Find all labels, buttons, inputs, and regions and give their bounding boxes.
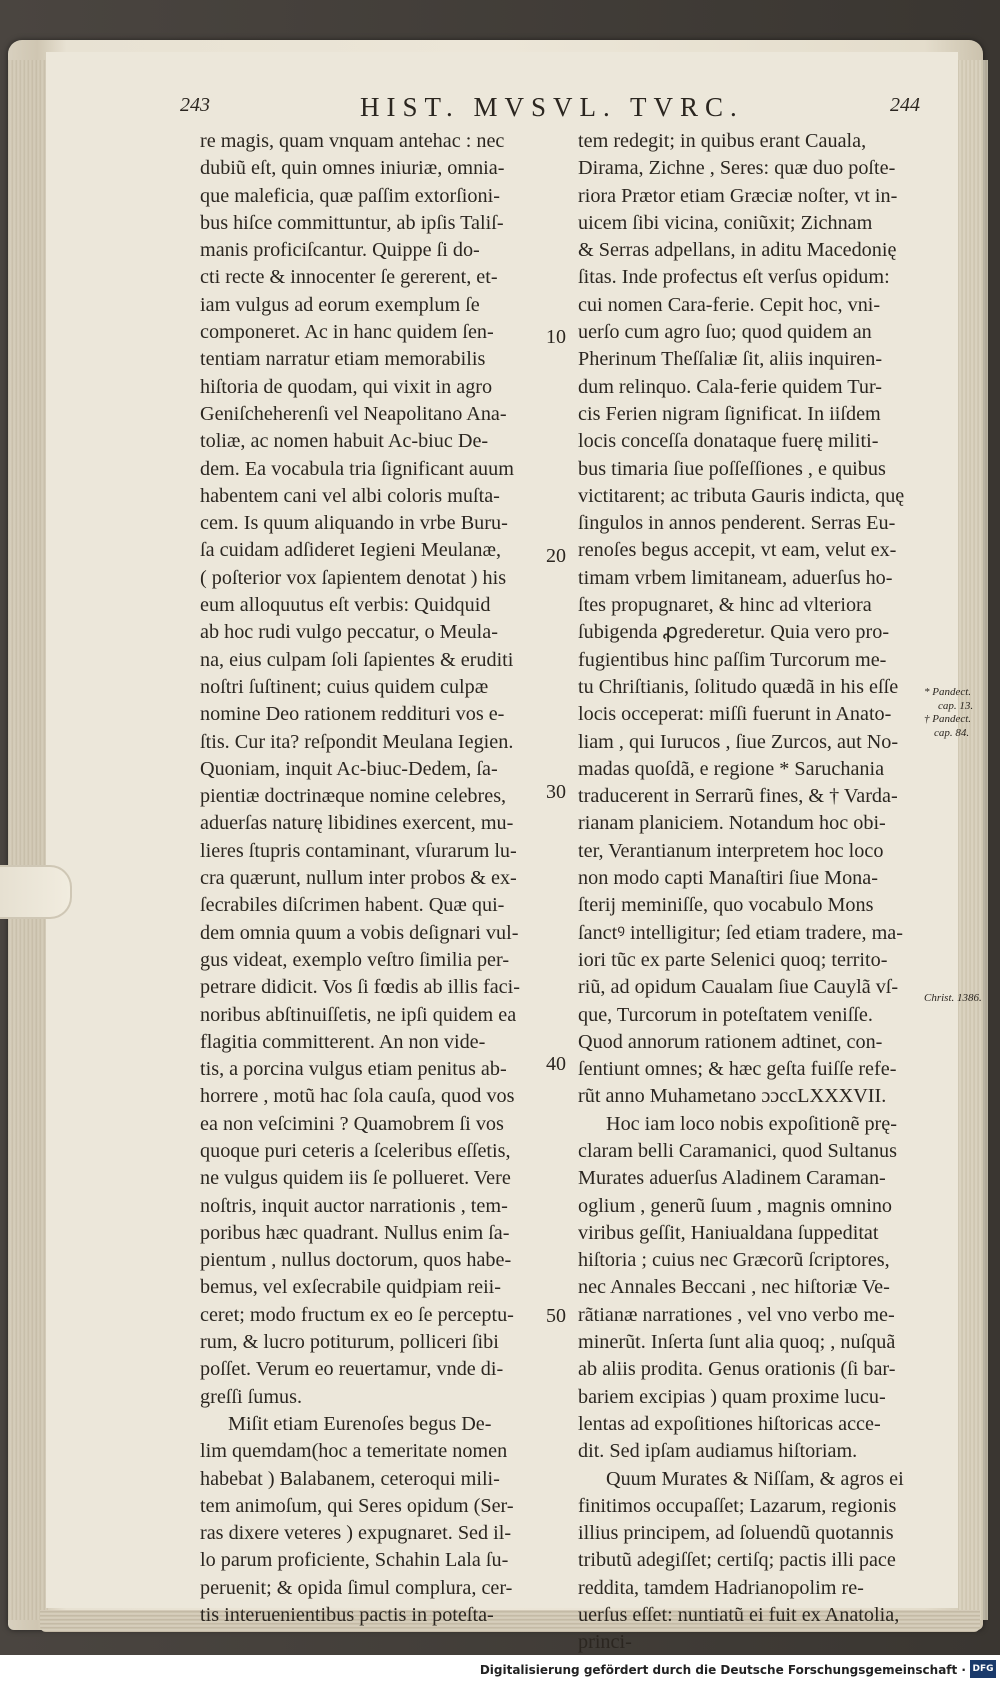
text-line: ceret; modo fructum ex eo ſe perceptu- <box>200 1303 514 1326</box>
text-line: uicem ſibi vicina, coniũxit; Zichnam <box>578 211 873 234</box>
text-line: renoſes begus accepit, vt eam, velut ex- <box>578 539 897 562</box>
text-line: Miſit etiam Eurenoſes begus De- <box>228 1412 492 1435</box>
text-line: riora Prætor etiam Græciæ noſter, vt in- <box>578 184 898 207</box>
margin-note-christ-year: Christ. 1386. <box>924 992 982 1004</box>
text-line: cui nomen Cara-ferie. Cepit hoc, vni- <box>578 293 881 316</box>
text-line: liam , qui Iurucos , ſiue Zurcos, aut No- <box>578 730 899 753</box>
text-line: horrere , motũ hac ſola cauſa, quod vos <box>200 1085 515 1108</box>
page-edges-left <box>8 60 48 1620</box>
line-number-20: 20 <box>546 545 566 567</box>
text-line: ter, Verantianum interpretem hoc loco <box>578 839 884 862</box>
text-line: ( poſterior vox ſapientem denotat ) his <box>200 566 507 589</box>
text-line: bus timaria ſiue poſſeſſiones , e quibus <box>578 457 886 480</box>
text-line: madas quoſdã, e regione * Saruchania <box>578 757 885 780</box>
text-line: noſtris, inquit auctor narrationis , tem- <box>200 1194 508 1217</box>
text-line: ſecrabiles diſcrimen habent. Quæ qui- <box>200 894 505 917</box>
text-line: na, eius culpam ſoli ſapientes & eruditi <box>200 648 514 671</box>
text-line: fugientibus hinc paſſim Turcorum me- <box>578 648 887 671</box>
text-line: cis Ferien nigram ſignificat. In iiſdem <box>578 402 881 425</box>
text-line: ſtis. Cur ita? reſpondit Meulana Iegien. <box>200 730 514 753</box>
dfg-logo: DFG <box>970 1660 996 1678</box>
text-line: tem redegit; in quibus erant Cauala, <box>578 130 867 152</box>
text-line: tis, a porcina vulgus etiam penitus ab- <box>200 1058 507 1081</box>
text-line: noſtri ſuſtinent; cuius quidem culpæ <box>200 675 489 698</box>
text-line: nec Annales Beccani , nec hiſtoriæ Ve- <box>578 1276 890 1299</box>
text-line: flagitia committerent. An non vide- <box>200 1030 486 1053</box>
text-line: aduerſas naturę libidines exercent, mu- <box>200 812 514 835</box>
text-line: tentiam narratur etiam memorabilis <box>200 348 486 371</box>
text-line: victitarent; ac tributa Gauris indicta, quę <box>578 484 905 507</box>
text-line: & Serras adpellans, in aditu Macedonię <box>578 239 897 262</box>
text-line: ſtes propugnaret, & hinc ad vlteriora <box>578 594 872 617</box>
text-line: claram belli Caramanici, quod Sultanus <box>578 1139 897 1162</box>
text-line: hiſtoria ; cuius nec Græcorũ ſcriptores, <box>578 1249 890 1272</box>
margin-note-cap-84: cap. 84. <box>934 727 970 739</box>
text-line: bus hiſce committuntur, ab ipſis Taliſ- <box>200 211 504 234</box>
margin-note-pandect-1: * Pandect. <box>924 686 972 698</box>
margin-note-cap-13: cap. 13. <box>938 700 974 712</box>
text-line: poribus hæc quadrant. Nullus enim ſa- <box>200 1221 510 1244</box>
text-line: ſentiunt omnes; & hæc geſta fuiſſe refe- <box>578 1058 897 1081</box>
running-header <box>180 92 920 124</box>
text-line: non modo capti Manaſtiri ſiue Mona- <box>578 867 878 890</box>
text-line: rãtianæ narrationes , vel vno verbo me- <box>578 1303 895 1326</box>
page-edges-right <box>958 60 988 1620</box>
text-line: hiſtoria de quodam, qui vixit in agro <box>200 375 493 398</box>
text-line: que, Turcorum in poteſtatem veniſſe. <box>578 1003 873 1026</box>
text-line: Quum Murates & Niſſam, & agros ei <box>606 1467 904 1490</box>
text-line: pientum , nullus doctorum, quos habe- <box>200 1249 512 1272</box>
text-line: lentas ad expoſitiones hiſtoricas acce- <box>578 1412 881 1435</box>
text-line: peruenit; & opida ſimul complura, cer- <box>200 1576 513 1599</box>
text-line: rum, & lucro potiturum, polliceri ſibi <box>200 1331 499 1354</box>
text-line: habentem cani vel albi coloris muſta- <box>200 484 500 507</box>
text-line: ſanctꝰ intelligitur; ſed etiam tradere, ma- <box>578 921 903 944</box>
text-line: tu Chriſtianis, ſolitudo quædã in his eſſe <box>578 675 899 698</box>
left-text-column <box>200 128 552 1629</box>
text-line: Pherinum Theſſaliæ ſit, aliis inquiren- <box>578 348 883 371</box>
text-line: locis conceſſa donataque fuerę militi- <box>578 430 879 453</box>
text-line: poſſet. Verum eo reuertamur, vnde di- <box>200 1358 504 1381</box>
margin-note-pandect-2: † Pandect. <box>924 713 972 725</box>
text-line: dubiũ eſt, quin omnes iniuriæ, omnia- <box>200 157 505 180</box>
text-line: uerſus eſſet: nuntiatũ ei fuit ex Anatolia, <box>578 1604 900 1627</box>
text-line: re magis, quam vnquam antehac : nec <box>200 130 505 152</box>
text-line: lieres ſtupris contaminant, vſurarum lu- <box>200 839 517 862</box>
text-line: minerũt. Inſerta ſunt alia quoq; , nuſquã <box>578 1331 896 1354</box>
text-line: riũ, ad opidum Caualam ſiue Cauylã vſ- <box>578 976 899 999</box>
line-number-50: 50 <box>546 1305 566 1327</box>
text-line: que maleficia, quæ paſſim extorſioni- <box>200 184 500 207</box>
text-line: ras dixere veteres ) expugnaret. Sed il- <box>200 1522 512 1545</box>
line-number-30: 30 <box>546 781 566 803</box>
text-line: manis proficiſcantur. Quippe ſi do- <box>200 239 480 262</box>
text-line: viribus geſſit, Haniualdana ſuppeditat <box>578 1221 879 1244</box>
text-line: ne vulgus quidem iis ſe pollueret. Vere <box>200 1167 511 1190</box>
text-line: Quoniam, inquit Ac-biuc-Dedem, ſa- <box>200 757 498 780</box>
text-line: greſſi ſumus. <box>200 1385 303 1408</box>
footer-credit: Digitalisierung gefördert durch die Deutsche Forschungsgemeinschaft · <box>479 1663 966 1677</box>
text-line: Hoc iam loco nobis expoſitionẽ prę- <box>606 1112 897 1135</box>
text-line: Geniſcheherenſi vel Neapolitano Ana- <box>200 402 507 425</box>
text-line: ab hoc rudi vulgo peccatur, o Meula- <box>200 621 498 644</box>
text-line: tis interuenientibus pactis in poteſta- <box>200 1604 494 1627</box>
text-line: nomine Deo rationem reddituri vos e- <box>200 703 505 726</box>
text-line: ſitas. Inde profectus eſt verſus opidum: <box>578 266 890 289</box>
text-line: finitimos occupaſſet; Lazarum, regionis <box>578 1494 897 1517</box>
text-line: pientiæ doctrinæque nomine celebres, <box>200 785 507 808</box>
right-page-number: 244 <box>890 94 920 116</box>
text-line: rũt anno Muhametano ɔɔccLXXXVII. <box>578 1085 887 1108</box>
text-line: eum alloquutus eſt verbis: Quidquid <box>200 594 491 617</box>
text-line: ſingulos in annos penderent. Serras Eu- <box>578 512 896 535</box>
text-line: Dirama, Zichne , Seres: quæ duo poſte- <box>578 157 896 180</box>
text-line: petrare didicit. Vos ſi fœdis ab illis faci- <box>200 976 520 999</box>
text-line: gus videat, exemplo veſtro ſimilia per- <box>200 948 510 971</box>
text-line: quoque puri ceteris a ſceleribus eſſetis, <box>200 1139 511 1162</box>
text-line: cti recte & innocenter ſe gererent, et- <box>200 266 498 289</box>
text-line: bariem excipias ) quam proxime lucu- <box>578 1385 886 1408</box>
text-line: ſubigenda ꝓgrederetur. Quia vero pro- <box>578 621 890 644</box>
text-line: timam vrbem limitaneam, aduerſus ho- <box>578 566 893 589</box>
text-line: Murates aduerſus Aladinem Caraman- <box>578 1167 886 1190</box>
text-line: iam vulgus ad eorum exemplum ſe <box>200 293 480 316</box>
text-line: dit. Sed ipſam audiamus hiſtoriam. <box>578 1440 858 1463</box>
text-line: traducerent in Serrarũ fines, & † Varda- <box>578 785 898 808</box>
text-line: Quod annorum rationem adtinet, con- <box>578 1030 883 1053</box>
footer-bar <box>0 1655 1000 1685</box>
line-number-10: 10 <box>546 326 566 348</box>
text-line: cra quærunt, nullum inter probos & ex- <box>200 867 517 890</box>
text-line: ea non veſcimini ? Quamobrem ſi vos <box>200 1112 504 1135</box>
text-line: dum relinquo. Cala-ferie quidem Tur- <box>578 375 883 398</box>
text-line: tem animoſum, qui Seres opidum (Ser- <box>200 1494 514 1517</box>
text-line: ſterij meminiſſe, quo vocabulo Mons <box>578 894 874 917</box>
text-line: lo parum proficiente, Schahin Lala ſu- <box>200 1549 509 1572</box>
text-line: ab aliis prodita. Genus orationis (ſi bar- <box>578 1358 896 1381</box>
text-line: reddita, tamdem Hadrianopolim re- <box>578 1576 864 1599</box>
text-line: noribus abſtinuiſſetis, ne ipſi quidem ea <box>200 1003 517 1026</box>
text-line: habebat ) Balabanem, ceteroqui mili- <box>200 1467 500 1490</box>
text-line: bemus, vel exſecrabile quidpiam reii- <box>200 1276 502 1299</box>
right-text-column <box>578 128 923 1657</box>
text-line: princi- <box>578 1631 632 1654</box>
text-line: lim quemdam(hoc a temeritate nomen <box>200 1440 508 1463</box>
text-line: componeret. Ac in hanc quidem ſen- <box>200 321 494 344</box>
text-line: toliæ, ac nomen habuit Ac-biuc De- <box>200 430 489 453</box>
text-line: locis occeperat: miſſi fuerunt in Anato- <box>578 703 892 726</box>
text-line: dem. Ea vocabula tria ſignificant auum <box>200 457 514 480</box>
text-line: iori tũc ex parte Selenici quoq; territo- <box>578 948 888 971</box>
text-line: dem omnia quum a vobis deſignari vul- <box>200 921 519 944</box>
text-line: cem. Is quum aliquando in vrbe Buru- <box>200 512 508 535</box>
text-line: tributũ adegiſſet; certiſq; pactis illi pace <box>578 1549 896 1572</box>
text-line: uerſo cum agro ſuo; quod quidem an <box>578 321 872 344</box>
line-number-40: 40 <box>546 1053 566 1075</box>
text-line: rianam planiciem. Notandum hoc obi- <box>578 812 886 835</box>
text-line: oglium , generũ ſuum , magnis omnino <box>578 1194 893 1217</box>
left-page-number: 243 <box>180 94 210 116</box>
running-title: HIST. MVSVL. TVRC. <box>360 92 744 122</box>
page-clip <box>0 865 72 919</box>
text-line: ſa cuidam adſideret Iegieni Meulanæ, <box>200 539 502 562</box>
text-line: illius principem, ad ſoluendũ quotannis <box>578 1522 894 1545</box>
